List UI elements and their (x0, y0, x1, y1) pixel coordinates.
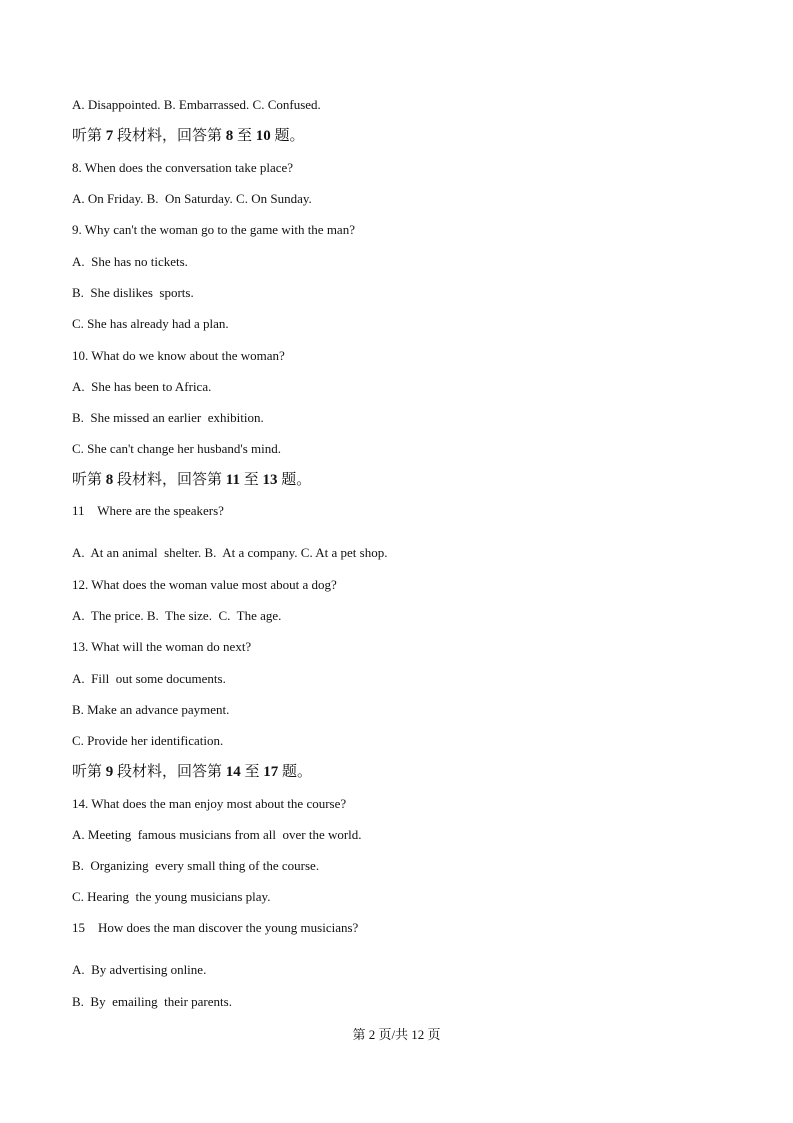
page-footer: 第 2 页/共 12 页 (352, 1027, 441, 1042)
question-15: 15 How does the man discover the young musicians? (72, 920, 359, 935)
option-14a: A. Meeting famous musicians from all over the world. (72, 827, 362, 842)
option-14b: B. Organizing every small thing of the course. (72, 858, 320, 873)
option-10a: A. She has been to Africa. (72, 379, 212, 394)
question-9: 9. Why can't the woman go to the game with the man? (72, 222, 355, 237)
answer-options-q8: A. On Friday. B. On Saturday. C. On Sunday. (72, 191, 312, 206)
answer-options-q7: A. Disappointed. B. Embarrassed. C. Confused. (72, 97, 321, 112)
question-13: 13. What will the woman do next? (72, 639, 252, 654)
option-9a: A. She has no tickets. (72, 254, 188, 269)
option-13c: C. Provide her identification. (72, 733, 224, 748)
option-14c: C. Hearing the young musicians play. (72, 889, 271, 904)
question-14: 14. What does the man enjoy most about the course? (72, 796, 347, 811)
option-9b: B. She dislikes sports. (72, 285, 194, 300)
option-13a: A. Fill out some documents. (72, 671, 226, 686)
answer-options-q12: A. The price. B. The size. C. The age. (72, 608, 282, 623)
section-header-8: 听第 8 段材料，回答第 11 至 13 题。 (72, 472, 312, 488)
option-15a: A. By advertising online. (72, 962, 207, 977)
question-11: 11 Where are the speakers? (72, 503, 224, 518)
option-10c: C. She can't change her husband's mind. (72, 441, 282, 456)
question-10: 10. What do we know about the woman? (72, 348, 285, 363)
section-header-7: 听第 7 段材料，回答第 8 至 10 题。 (72, 128, 305, 144)
answer-options-q11: A. At an animal shelter. B. At a company. C. At a pet shop. (72, 545, 388, 560)
option-15b: B. By emailing their parents. (72, 994, 232, 1009)
option-13b: B. Make an advance payment. (72, 702, 230, 717)
option-10b: B. She missed an earlier exhibition. (72, 410, 264, 425)
option-9c: C. She has already had a plan. (72, 316, 229, 331)
question-12: 12. What does the woman value most about a dog? (72, 577, 337, 592)
question-8: 8. When does the conversation take place? (72, 160, 294, 175)
section-header-9: 听第 9 段材料，回答第 14 至 17 题。 (72, 764, 313, 780)
